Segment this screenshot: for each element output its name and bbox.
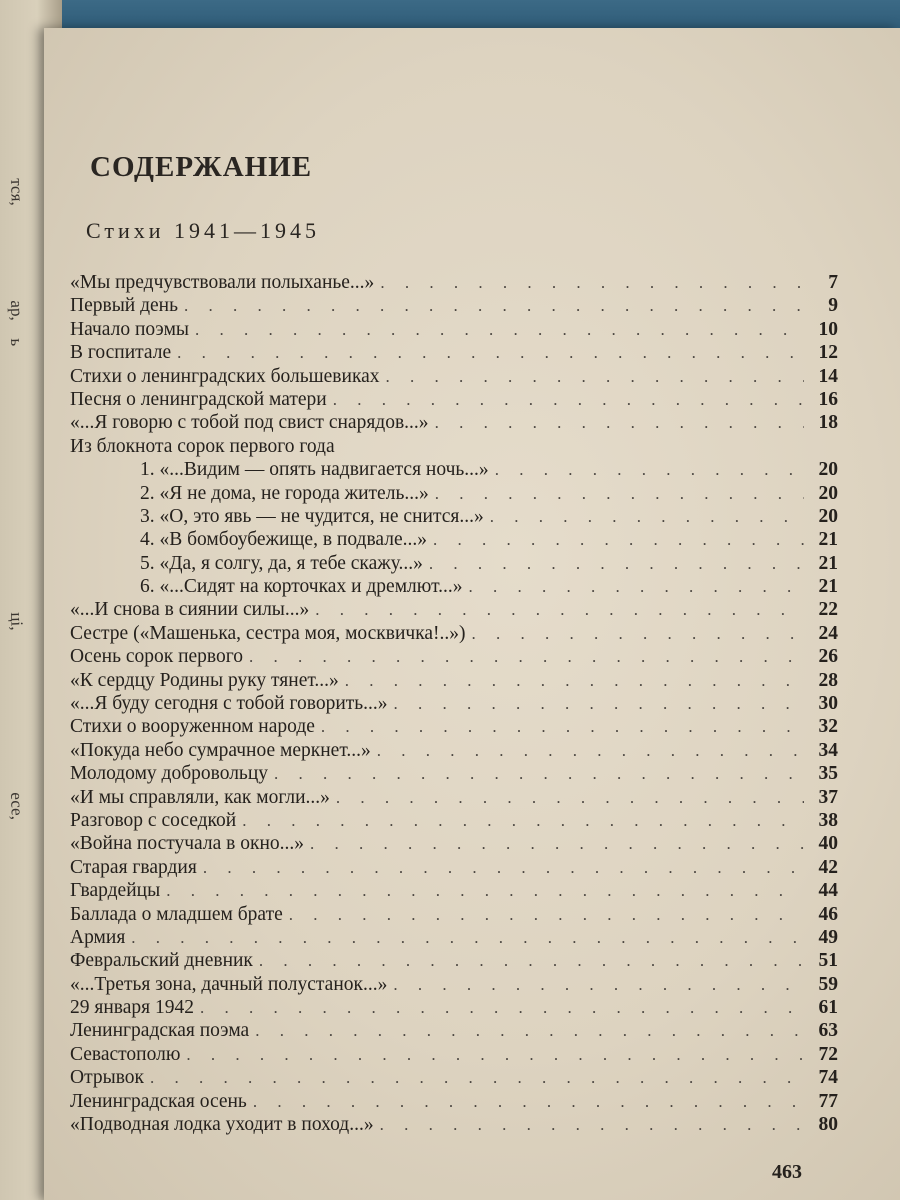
toc-entry-page: 34	[818, 739, 838, 761]
dot-leader	[171, 341, 804, 364]
dot-leader	[243, 645, 804, 668]
toc-entry-title: 6. «...Сидят на корточках и дремлют...»	[140, 576, 463, 598]
dot-leader	[466, 622, 804, 645]
toc-entry-title: Февральский дневник	[70, 950, 253, 972]
toc-entry-page: 37	[818, 786, 838, 808]
toc-entry-page: 10	[818, 318, 838, 340]
toc-entry-title: 2. «Я не дома, не города житель...»	[140, 482, 429, 504]
toc-entry-page: 49	[818, 926, 838, 948]
toc-entry-page: 21	[818, 529, 838, 551]
left-page-fragment: ар,	[7, 300, 27, 321]
toc-entry-page: 7	[828, 271, 838, 293]
toc-entry-title: Осень сорок первого	[70, 646, 244, 668]
dot-leader	[429, 411, 804, 434]
toc-entry-page: 77	[818, 1090, 838, 1112]
toc-entry-page: 63	[818, 1020, 838, 1042]
toc-entry-title: Молодому добровольцу	[70, 763, 268, 785]
toc-entry-page: 22	[818, 599, 838, 621]
dot-leader	[304, 832, 804, 855]
toc-entry	[70, 318, 838, 341]
toc-entry-title: «...Я буду сегодня с тобой говорить...»	[70, 693, 388, 715]
toc-entry-page: 46	[818, 903, 838, 925]
toc-entry	[70, 365, 838, 388]
toc-entry-title: Отрывок	[70, 1067, 144, 1089]
toc-entry-page: 44	[818, 880, 838, 902]
toc-entry-page: 59	[818, 973, 838, 995]
toc-entry-title: Разговор с соседкой	[70, 809, 237, 831]
dot-leader	[427, 528, 804, 551]
left-page-fragment: ь	[7, 338, 27, 347]
toc-entry-title: Старая гвардия	[70, 856, 197, 878]
toc-entry-page: 20	[818, 459, 838, 481]
toc-entry-title: 29 января 1942	[70, 997, 194, 1019]
dot-leader	[253, 949, 804, 972]
dot-leader	[327, 388, 804, 411]
dot-leader	[194, 996, 804, 1019]
toc-entry-title: Баллада о младшем брате	[70, 903, 283, 925]
toc-entry	[70, 458, 838, 481]
toc-entry-page: 26	[818, 646, 838, 668]
toc-entry-page: 18	[818, 412, 838, 434]
page-number: 463	[772, 1161, 802, 1183]
dot-leader	[160, 879, 804, 902]
toc-entry-page: 21	[818, 576, 838, 598]
toc-entry	[70, 903, 838, 926]
toc-entry	[70, 645, 838, 668]
dot-leader	[339, 669, 804, 692]
toc-entry	[70, 411, 838, 434]
toc-entry-page: 30	[818, 693, 838, 715]
toc-entry-title: «К сердцу Родины руку тянет...»	[70, 669, 339, 691]
dot-leader	[484, 505, 804, 528]
left-page-fragment: тся,	[7, 178, 27, 206]
toc-entry-title: «Покуда небо сумрачное меркнет...»	[70, 739, 371, 761]
dot-leader	[387, 973, 804, 996]
toc-entry-title: 3. «О, это явь — не чудится, не снится...»	[140, 505, 484, 527]
toc-entry	[70, 341, 838, 364]
toc-entry-title: Начало поэмы	[70, 318, 190, 340]
toc-entry	[70, 575, 838, 598]
toc-entry-title: Стихи о ленинградских большевиках	[70, 365, 380, 387]
dot-leader	[429, 482, 804, 505]
dot-leader	[236, 809, 804, 832]
toc-entry	[70, 388, 838, 411]
toc-entry-title: В госпитале	[70, 342, 172, 364]
dot-leader	[309, 598, 804, 621]
dot-leader	[374, 1113, 804, 1136]
toc-entry-title: Сестре («Машенька, сестра моя, москвичка!..»)	[70, 622, 466, 644]
toc-entry	[70, 786, 838, 809]
toc-entry	[70, 1090, 838, 1113]
toc-entry-title: «...Третья зона, дачный полустанок...»	[70, 973, 388, 995]
toc-entry	[70, 692, 838, 715]
dot-leader	[374, 271, 804, 294]
toc-entry-page: 40	[818, 833, 838, 855]
toc-entry	[70, 1043, 838, 1066]
toc-entry	[70, 832, 838, 855]
toc-entry-title: 1. «...Видим — опять надвигается ночь...»	[140, 459, 489, 481]
dot-leader	[380, 365, 804, 388]
left-page-fragment: есе,	[7, 792, 27, 821]
dot-leader	[180, 1043, 804, 1066]
dot-leader	[489, 458, 804, 481]
dot-leader	[423, 552, 804, 575]
left-page-fragment: ці,	[7, 612, 27, 631]
dot-leader	[315, 715, 804, 738]
toc-entry	[70, 879, 838, 902]
toc-entry	[70, 622, 838, 645]
toc-entry-title: Стихи о вооруженном народе	[70, 716, 315, 738]
toc-entry-page: 74	[818, 1067, 838, 1089]
toc-entry	[70, 1113, 838, 1136]
toc-entry-page: 72	[818, 1043, 838, 1065]
toc-entry-title: «...И снова в сиянии силы...»	[70, 599, 310, 621]
toc-entry-page: 16	[818, 388, 838, 410]
toc-entry	[70, 1020, 838, 1043]
toc-entry	[70, 973, 838, 996]
dot-leader	[189, 318, 804, 341]
toc-entry-page: 12	[818, 342, 838, 364]
toc-entry	[70, 669, 838, 692]
toc-entry-title: Из блокнота сорок первого года	[70, 435, 335, 457]
toc-entry-title: «...Я говорю с тобой под свист снарядов...»	[70, 412, 429, 434]
book-page	[44, 28, 900, 1200]
dot-leader	[268, 762, 804, 785]
toc-entry	[70, 715, 838, 738]
toc-entry-title: Армия	[70, 926, 126, 948]
toc-entry-title: Ленинградская осень	[70, 1090, 247, 1112]
toc-entry	[70, 996, 838, 1019]
toc-entry-title: «Война постучала в окно...»	[70, 833, 305, 855]
dot-leader	[388, 692, 804, 715]
toc-entry	[70, 598, 838, 621]
toc-entry-page: 51	[818, 950, 838, 972]
toc-entry	[70, 271, 838, 294]
toc-entry	[70, 505, 838, 528]
toc-entry-title: Севастополю	[70, 1043, 181, 1065]
dot-leader	[463, 575, 804, 598]
toc-entry-page: 28	[818, 669, 838, 691]
toc-entry	[70, 926, 838, 949]
toc-entry-page: 24	[818, 622, 838, 644]
page-title: СОДЕРЖАНИЕ	[90, 151, 313, 183]
dot-leader	[330, 786, 804, 809]
toc-entry	[70, 528, 838, 551]
dot-leader	[247, 1090, 804, 1113]
toc-entry-page: 42	[818, 856, 838, 878]
toc-entry-page: 14	[818, 365, 838, 387]
toc-entry	[70, 435, 838, 458]
toc-entry-title: 5. «Да, я солгу, да, я тебе скажу...»	[140, 552, 423, 574]
toc-entry-page: 38	[818, 809, 838, 831]
toc-entry-title: Гвардейцы	[70, 880, 161, 902]
toc-entry-title: Первый день	[70, 295, 179, 317]
toc-entry	[70, 552, 838, 575]
toc-entry-page: 9	[828, 295, 838, 317]
toc-entry	[70, 762, 838, 785]
toc-entry-title: Песня о ленинградской матери	[70, 388, 327, 410]
table-of-contents	[70, 271, 838, 1136]
toc-entry	[70, 856, 838, 879]
toc-entry-title: «И мы справляли, как могли...»	[70, 786, 330, 808]
toc-entry	[70, 482, 838, 505]
dot-leader	[125, 926, 804, 949]
dot-leader	[144, 1066, 804, 1089]
toc-entry	[70, 809, 838, 832]
toc-entry-page: 20	[818, 482, 838, 504]
dot-leader	[197, 856, 804, 879]
toc-entry-page: 80	[818, 1114, 838, 1136]
toc-entry-page: 61	[818, 997, 838, 1019]
dot-leader	[249, 1019, 804, 1042]
toc-entry-page: 32	[818, 716, 838, 738]
toc-entry	[70, 949, 838, 972]
dot-leader	[283, 903, 804, 926]
toc-entry-title: «Подводная лодка уходит в поход...»	[70, 1114, 374, 1136]
toc-entry	[70, 1066, 838, 1089]
toc-entry	[70, 739, 838, 762]
toc-entry-page: 21	[818, 552, 838, 574]
section-title: Стихи 1941—1945	[86, 218, 321, 243]
toc-entry	[70, 294, 838, 317]
toc-entry-title: «Мы предчувствовали полыханье...»	[70, 271, 375, 293]
dot-leader	[178, 294, 804, 317]
toc-entry-page: 35	[818, 763, 838, 785]
toc-entry-title: Ленинградская поэма	[70, 1020, 250, 1042]
toc-entry-page: 20	[818, 505, 838, 527]
dot-leader	[371, 739, 804, 762]
toc-entry-title: 4. «В бомбоубежище, в подвале...»	[140, 529, 428, 551]
